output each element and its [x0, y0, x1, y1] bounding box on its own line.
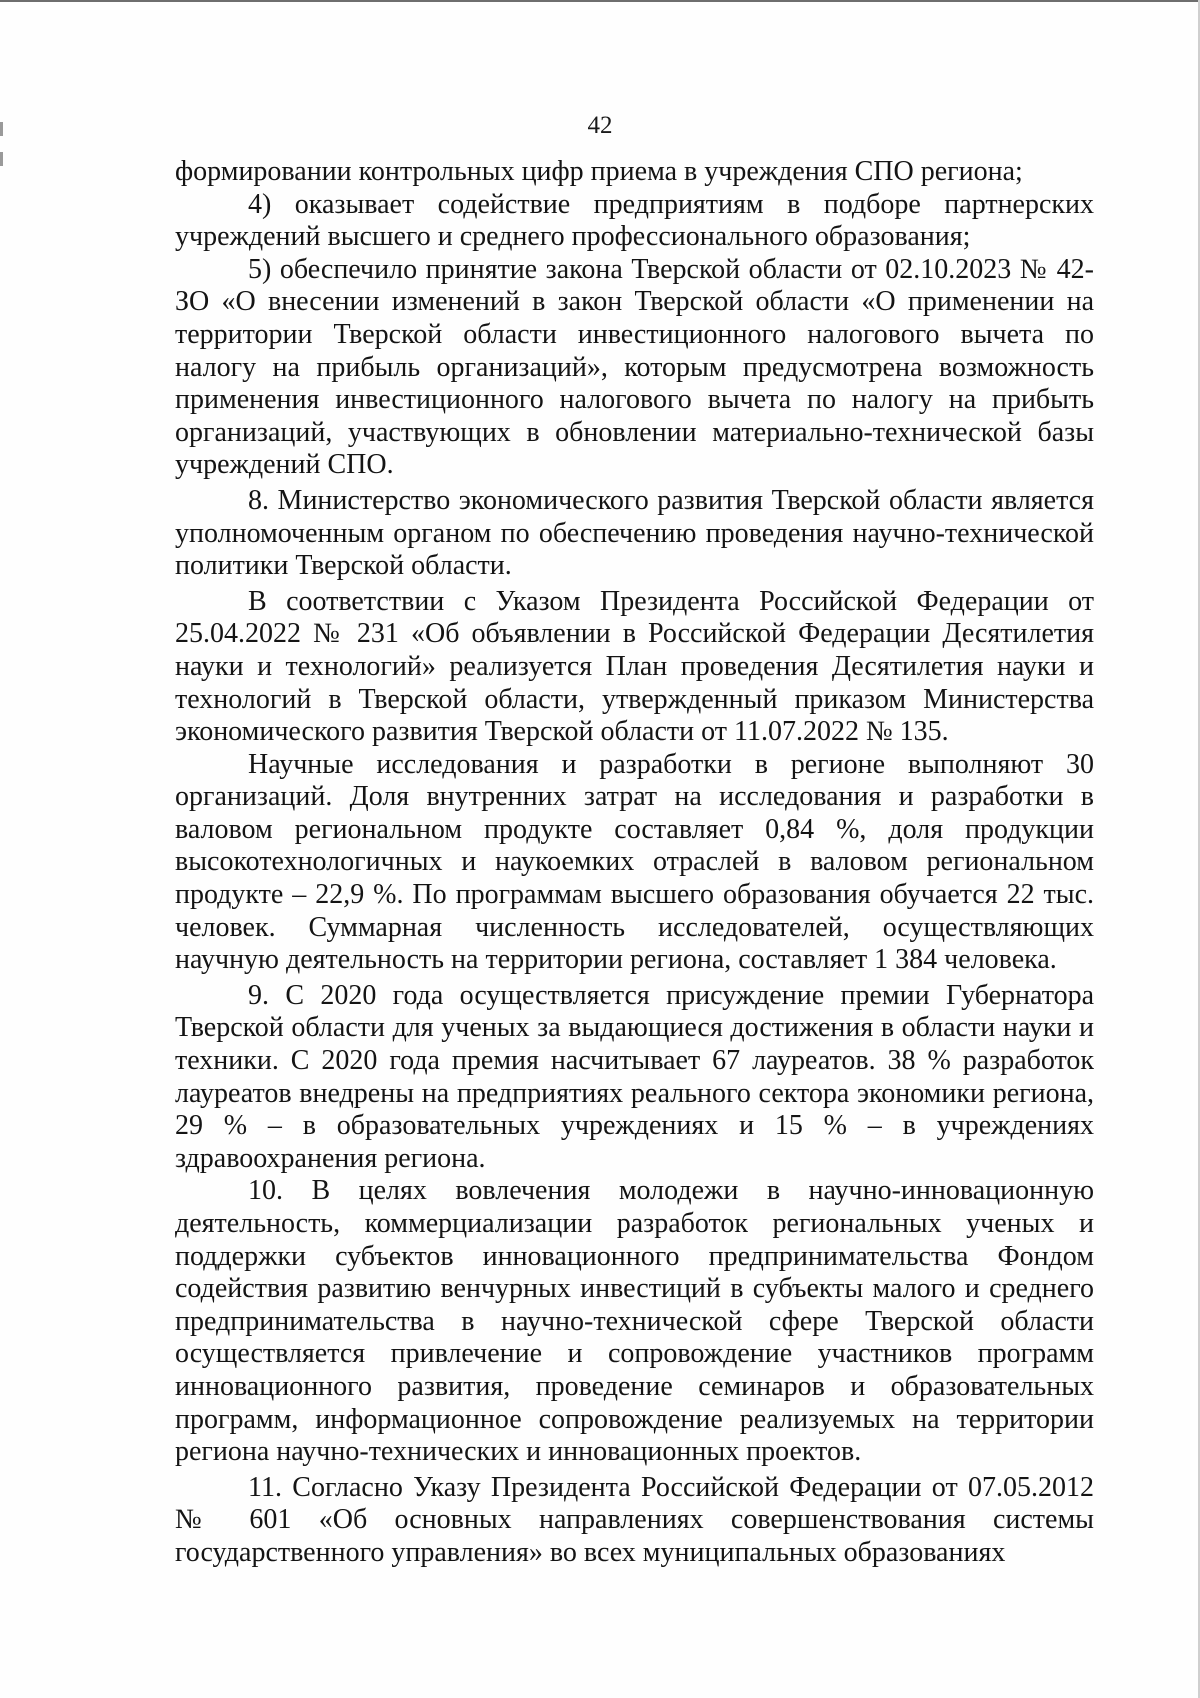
paragraph: 11. Согласно Указу Президента Российской Федерации от 07.05.2012 № 601 «Об основных направлениях совершенствования системы государственного управления» во всех муниципальных образованиях — [175, 1471, 1094, 1568]
paragraph: 9. С 2020 года осуществляется присуждение премии Губернатора Тверской области для ученых за выдающиеся достижения в области науки и техники. С 2020 года премия насчитывает 67 лауреатов. 38 % разработок лауреатов внедрены на предприятиях реального сектора экономики региона, 29 % – в образовательных учреждениях и 15 % – в учреждениях здравоохранения региона. — [175, 979, 1094, 1174]
paragraph: В соответствии с Указом Президента Российской Федерации от 25.04.2022 № 231 «Об объявлении в Российской Федерации Десятилетия науки и технологий» реализуется План проведения Десятилетия науки и технологий в Тверской области, утвержденный приказом Министерства экономического развития Тверской области от 11.07.2022 № 135. — [175, 585, 1094, 748]
paragraph: 8. Министерство экономического развития Тверской области является уполномоченным органом по обеспечению проведения научно-технической политики Тверской области. — [175, 484, 1094, 582]
paragraph: формировании контрольных цифр приема в учреждения СПО региона; — [175, 156, 1023, 187]
paragraph: 10. В целях вовлечения молодежи в научно-инновационную деятельность, коммерциализации разработок региональных ученых и поддержки субъектов инновационного предпринимательства Фондом содействия развитию венчурных инвестиций в субъекты малого и среднего предпринимательства в научно-технической сфере Тверской области осуществляется привлечение и сопровождение участников программ инновационного развития, проведение семинаров и образовательных программ, информационное сопровождение реализуемых на территории региона научно-технических и инновационных проектов. — [175, 1175, 1094, 1468]
paragraph: Научные исследования и разработки в регионе выполняют 30 организаций. Доля внутренних затрат на исследования и разработки в валовом региональном продукте составляет 0,84 %, доля продукции высокотехнологичных и наукоемких отраслей в валовом региональном продукте – 22,9 %. По программам высшего образования обучается 22 тыс. человек. Суммарная численность исследователей, осуществляющих научную деятельность на территории региона, составляет 1 384 человека. — [175, 748, 1094, 976]
scan-margin-mark — [0, 152, 3, 166]
paragraph: 4) оказывает содействие предприятиям в подборе партнерских учреждений высшего и среднего профессионального образования; — [175, 188, 1094, 253]
body-text — [175, 156, 1094, 1570]
page-number: 42 — [587, 112, 613, 139]
paragraph: 5) обеспечило принятие закона Тверской области от 02.10.2023 № 42-ЗО «О внесении изменений в закон Тверской области «О применении на территории Тверской области инвестиционного налогового вычета по налогу на прибыль организаций», которым предусмотрена возможность применения инвестиционного налогового вычета по налогу на прибыть организаций, участвующих в обновлении материально-технической базы учреждений СПО. — [175, 253, 1094, 481]
scan-edge-top — [0, 0, 1200, 2]
